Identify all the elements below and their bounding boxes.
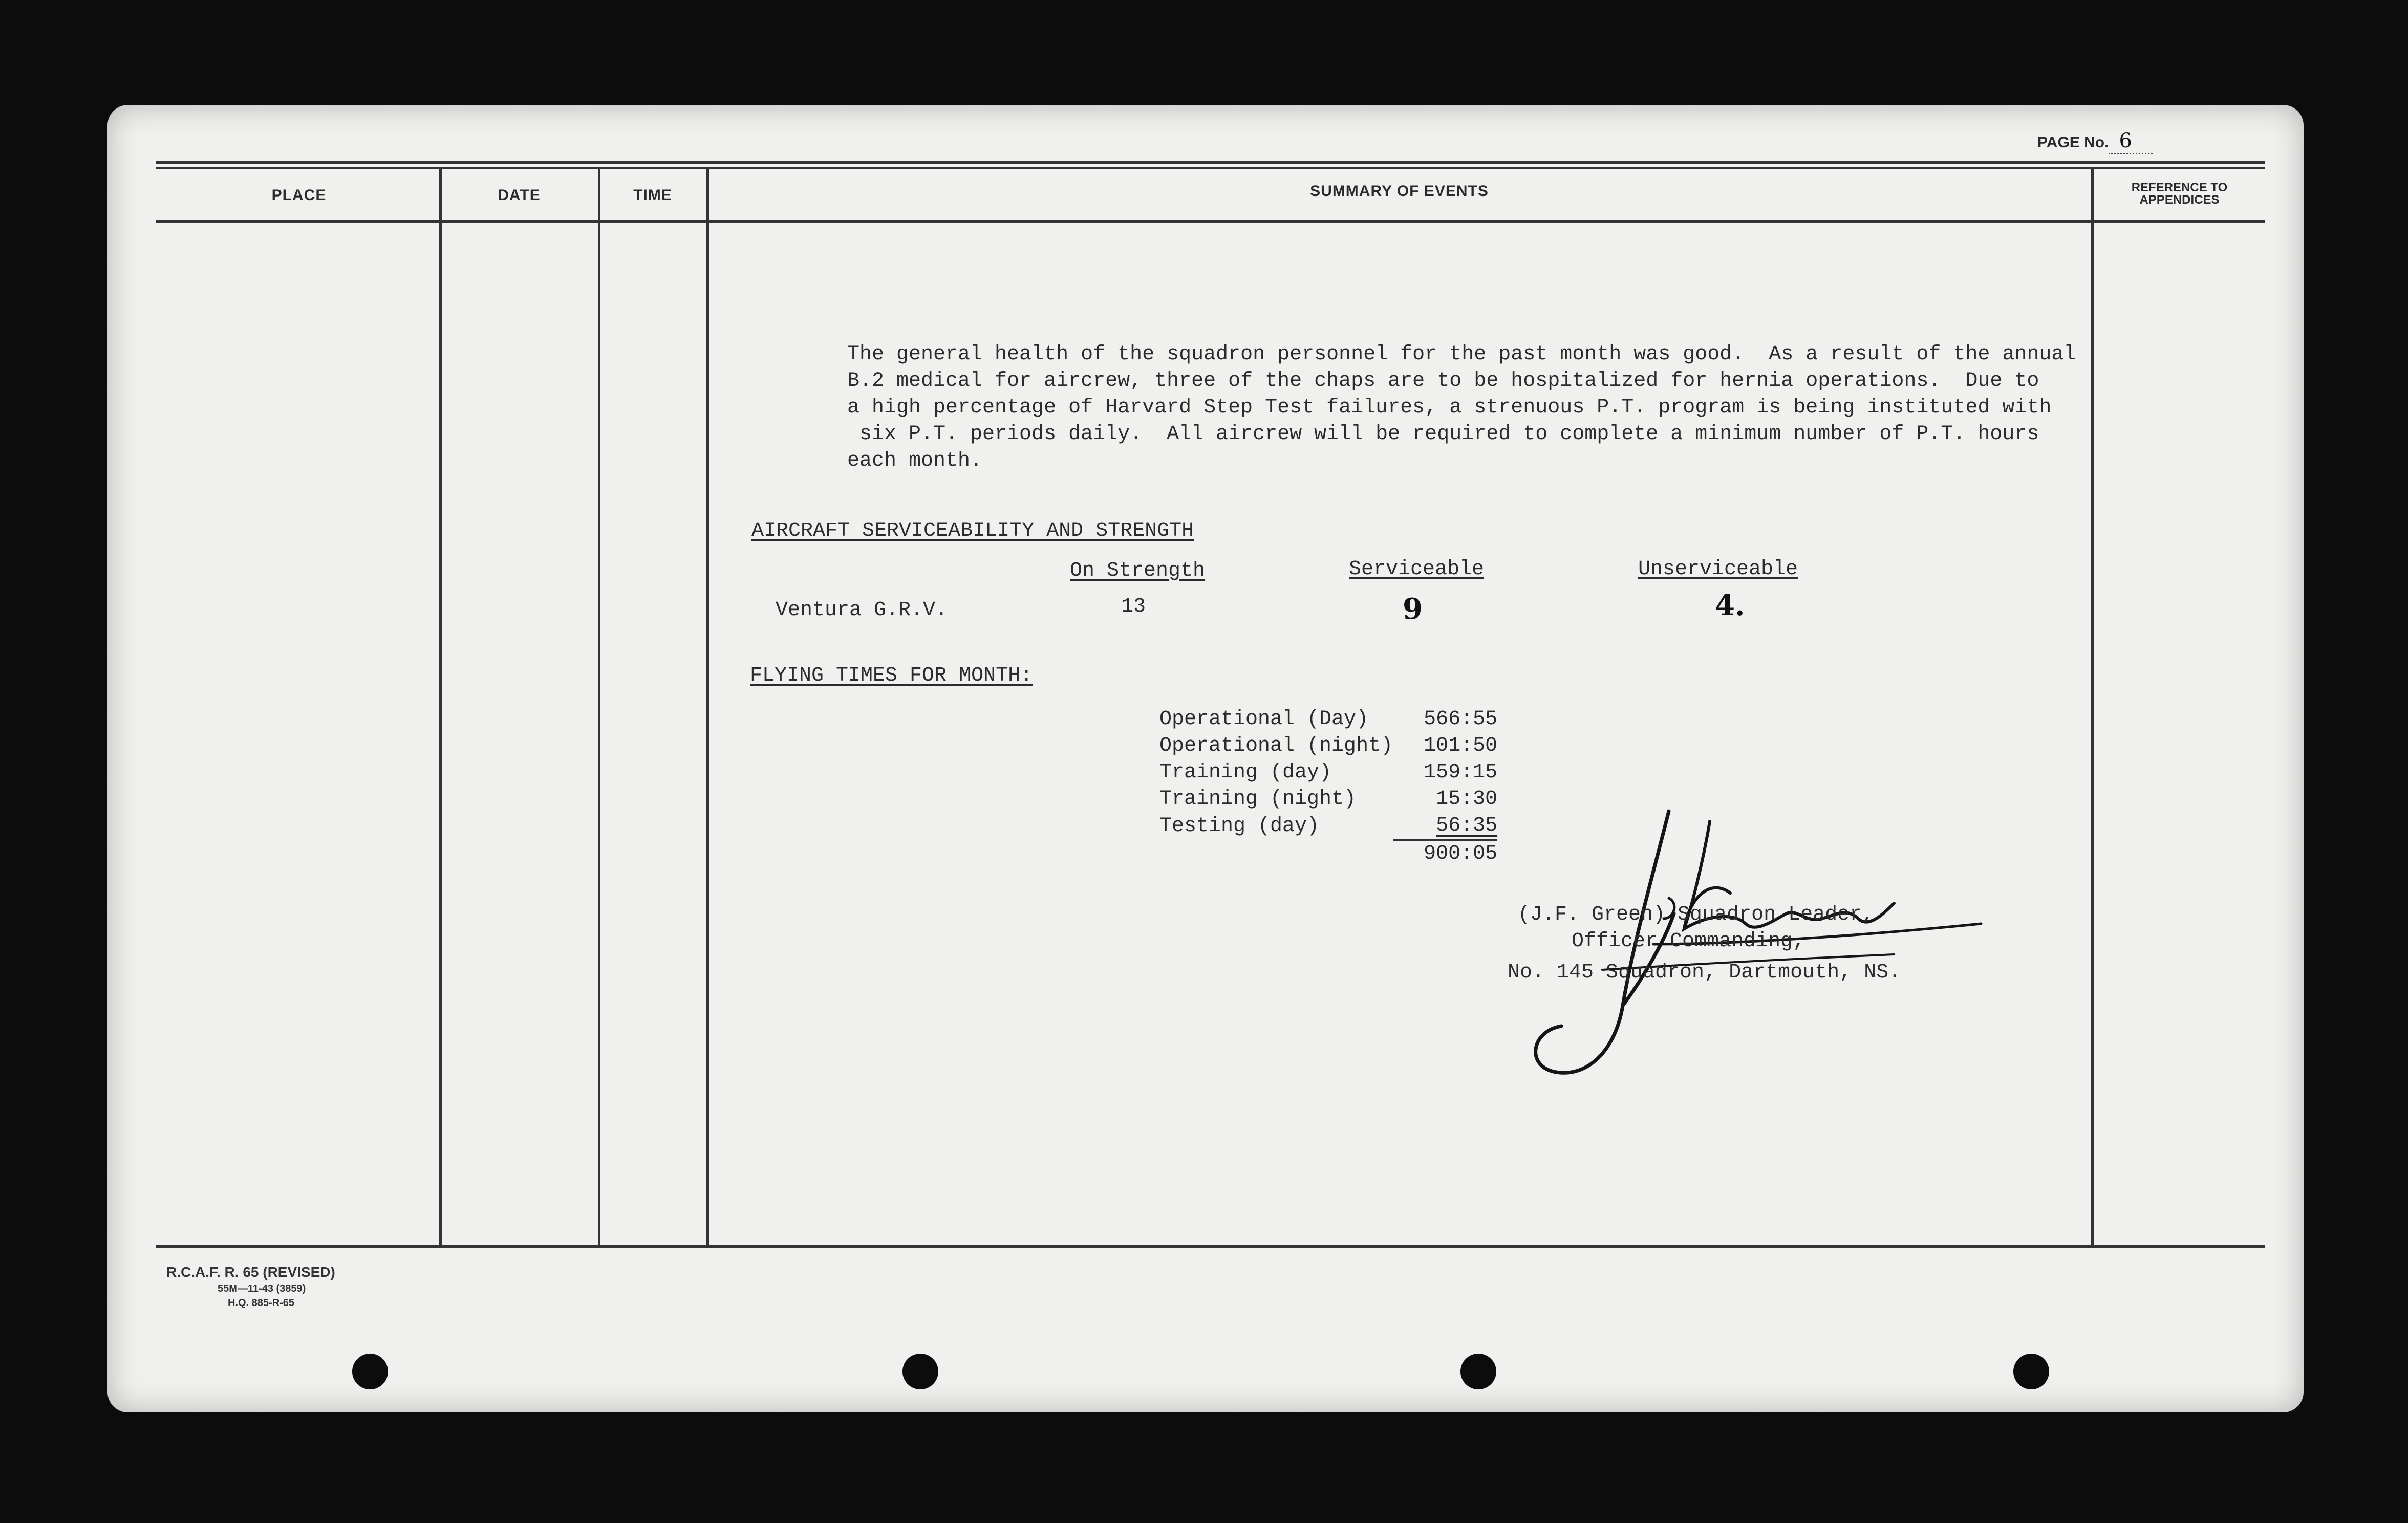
paragraph-line: The general health of the squadron personnel for the past month was good. As a result of the annual: [847, 343, 2076, 366]
reference-line-1: REFERENCE TO: [2131, 181, 2228, 194]
form-code-2: H.Q. 885-R-65: [228, 1297, 295, 1309]
flying-label: Training (day): [1159, 761, 1332, 784]
flying-value: 56:35: [1436, 814, 1498, 837]
paragraph-line: a high percentage of Harvard Step Test failures, a strenuous P.T. program is being instituted with: [847, 396, 2052, 419]
flying-value: 101:50: [1424, 734, 1498, 757]
divider-summary-reference: [2091, 169, 2094, 1246]
flying-label: Training (night): [1159, 788, 1357, 811]
column-header-reference: [2094, 182, 2265, 206]
paragraph-line: B.2 medical for aircrew, three of the chaps are to be hospitalized for hernia operations. Due to: [847, 369, 2039, 393]
flying-label: Operational (Day): [1159, 708, 1369, 731]
divider-time-summary: [706, 169, 709, 1246]
binder-hole: [1460, 1354, 1496, 1389]
form-code-1: 55M—11-43 (3859): [218, 1283, 306, 1294]
binder-hole: [2013, 1354, 2049, 1389]
column-header-date: DATE: [498, 187, 541, 204]
flying-times-table: [1159, 706, 1497, 867]
column-header-time: TIME: [633, 187, 672, 204]
table-row: [1159, 813, 1497, 840]
summary-paragraph: [847, 341, 2204, 474]
paragraph-line: six P.T. periods daily. All aircrew will be required to complete a minimum number of P.T. hours: [847, 423, 2039, 446]
table-row: [1159, 733, 1497, 759]
flying-label: Operational (night): [1159, 734, 1393, 757]
aircraft-heading: AIRCRAFT SERVICEABILITY AND STRENGTH: [751, 519, 1194, 542]
aircraft-col-unserviceable: Unserviceable: [1638, 558, 1798, 581]
flying-label: Testing (day): [1159, 814, 1320, 838]
flying-total: 900:05: [1393, 840, 1497, 868]
column-header-summary: SUMMARY OF EVENTS: [1310, 183, 1489, 200]
table-row: [1159, 840, 1497, 868]
aircraft-strength-value: 13: [1121, 595, 1146, 618]
form-number: R.C.A.F. R. 65 (REVISED): [166, 1264, 335, 1280]
aircraft-col-strength: On Strength: [1070, 559, 1206, 582]
divider-place-date: [439, 169, 442, 1246]
page-number-label: [2037, 129, 2153, 153]
flying-value: 15:30: [1436, 788, 1498, 811]
flying-value: 159:15: [1424, 761, 1498, 784]
flying-heading: FLYING TIMES FOR MONTH:: [750, 664, 1033, 687]
aircraft-unserviceable-value: 4.: [1715, 589, 1745, 622]
page-label-text: PAGE No.: [2037, 134, 2109, 151]
aircraft-col-serviceable: Serviceable: [1349, 558, 1485, 581]
paragraph-line: each month.: [847, 449, 983, 472]
binder-hole: [902, 1354, 938, 1389]
table-row: [1159, 706, 1497, 733]
table-row: [1159, 759, 1497, 786]
divider-date-time: [598, 169, 600, 1246]
signature-graphic: [1469, 791, 2007, 1118]
header-top-rule-2: [156, 167, 2265, 169]
aircraft-serviceable-value: 9: [1403, 592, 1423, 626]
reference-line-2: APPENDICES: [2139, 193, 2220, 207]
column-header-place: PLACE: [271, 187, 327, 204]
header-bottom-rule: [156, 220, 2265, 223]
header-top-rule: [156, 161, 2265, 164]
signature-line-2: Officer Commanding,: [1572, 930, 1805, 953]
page-number-value: 6: [2109, 129, 2152, 154]
document-page: [107, 105, 2304, 1412]
aircraft-type: Ventura G.R.V.: [776, 599, 948, 622]
table-bottom-rule: [156, 1245, 2265, 1248]
flying-value: 566:55: [1424, 708, 1498, 731]
binder-hole: [352, 1354, 388, 1389]
signature-line-1: (J.F. Green) Squadron Leader,: [1518, 903, 1875, 926]
table-row: [1159, 786, 1497, 813]
signature-line-3: No. 145 Squadron, Dartmouth, NS.: [1508, 961, 1901, 984]
